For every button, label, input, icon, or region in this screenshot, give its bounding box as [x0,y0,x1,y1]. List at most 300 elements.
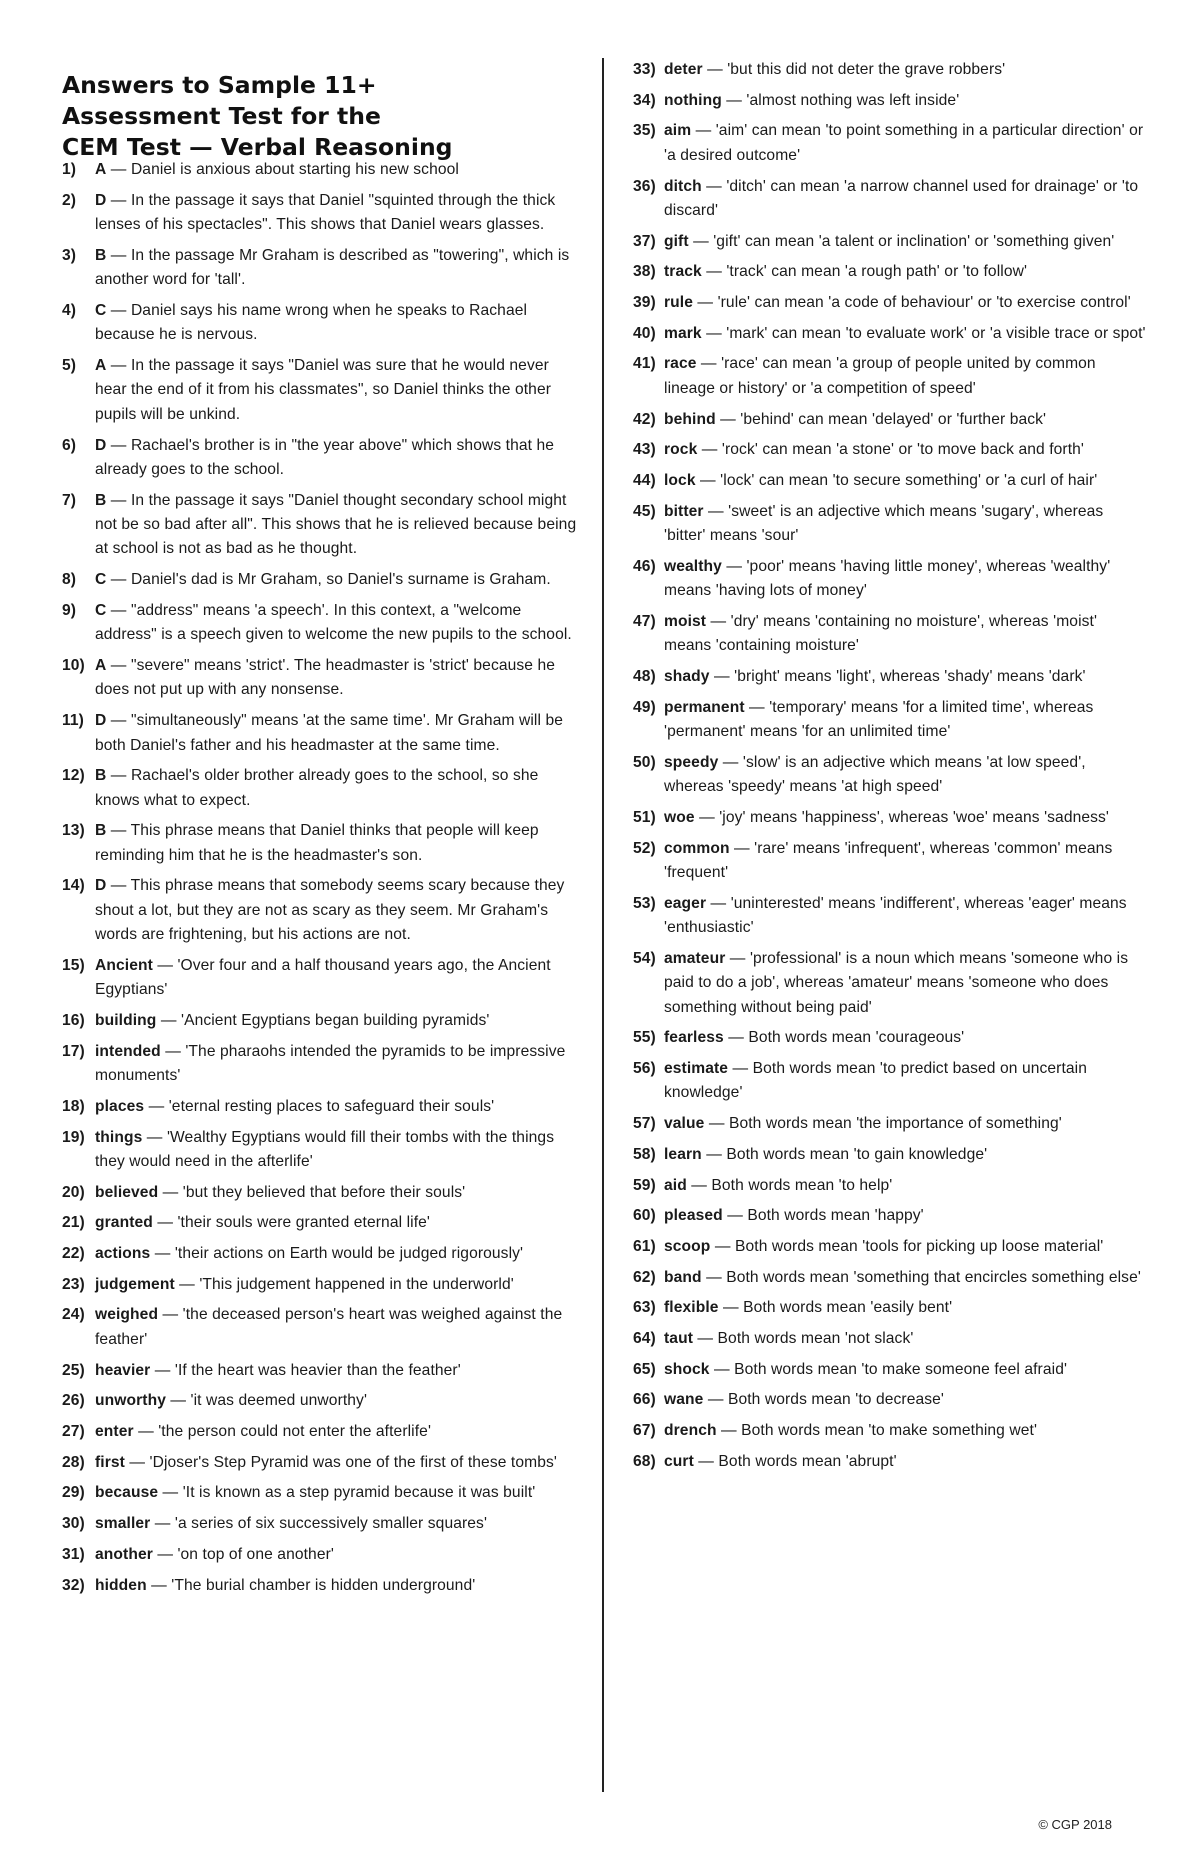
answer-item [62,819,577,868]
answer-separator: — [706,612,731,630]
answer-separator: — [703,502,729,520]
answer-explanation: 'ditch' can mean 'a narrow channel used for drainage' or 'to discard' [664,177,1139,219]
answer-explanation: 'rule' can mean 'a code of behaviour' or 'to exercise control' [717,294,1131,312]
answer-body [95,189,577,238]
answer-number: 50) [633,753,656,771]
answer-item [62,1512,577,1536]
answer-body [95,1359,577,1383]
answer-number: 38) [633,263,656,281]
answer-number: 48) [633,667,656,685]
answer-number: 49) [633,698,656,716]
answer-separator: — [709,1360,735,1378]
answer-separator: — [144,1097,169,1115]
answer-explanation: Daniel is anxious about starting his new school [130,161,459,178]
answer-item [633,1388,1148,1412]
answer-item [62,1009,577,1033]
answer-word: heavier [95,1361,151,1379]
answer-body [95,1126,577,1175]
answer-item [62,874,577,947]
answer-word: shady [664,667,710,685]
answer-item [62,654,577,703]
answer-explanation: Both words mean 'to make something wet' [741,1422,1038,1440]
answer-separator: — [695,471,721,489]
answer-separator: — [693,1452,719,1470]
answer-explanation: This phrase means that Daniel thinks that people will keep reminding him that he is the headmaster's son. [95,822,539,864]
answer-body [664,1143,1148,1167]
answer-item [62,1420,577,1444]
answer-item [62,1543,577,1567]
answer-body [95,489,577,562]
answer-body [664,555,1148,604]
answer-item [633,469,1148,493]
answer-word: A [95,656,107,674]
answer-item [62,1211,577,1235]
answer-separator: — [693,294,718,312]
answer-separator: — [150,1515,175,1533]
answer-word: rule [664,294,693,312]
answer-word: enter [95,1423,134,1440]
answer-word: C [95,601,107,619]
answer-separator: — [174,1275,200,1293]
answer-body [95,1009,577,1033]
answer-word: amateur [664,949,726,967]
answer-number: 4) [62,301,77,319]
answer-number: 52) [633,839,656,857]
answer-word: things [95,1128,143,1146]
answer-body [664,1358,1148,1382]
answer-body [664,408,1148,432]
answer-item [62,764,577,813]
answer-number: 53) [633,894,656,912]
answer-explanation: 'race' can mean 'a group of people united by common lineage or history' or 'a competition of speed' [664,355,1096,397]
answer-number: 47) [633,612,656,630]
answer-explanation: "address" means 'a speech'. In this context, a "welcome address" is a speech given to welcome the new pupils to the school. [95,601,572,644]
answer-separator: — [706,894,731,912]
answer-separator: — [142,1128,167,1146]
answer-explanation: 'poor' means 'having little money', whereas 'wealthy' means 'having lots of money' [664,557,1111,600]
answer-number: 22) [62,1245,85,1263]
answer-item [633,751,1148,800]
answer-number: 45) [633,502,656,520]
answer-separator: — [744,698,770,716]
answer-number: 63) [633,1299,656,1317]
answer-body [95,299,577,348]
answer-item [62,354,577,427]
answer-explanation: 'slow' is an adjective which means 'at low speed', whereas 'speedy' means 'at high speed' [664,753,1086,796]
answer-item [62,1359,577,1383]
answer-separator: — [106,601,131,619]
answer-explanation: 'Over four and a half thousand years ago, the Ancient Egyptians' [95,956,551,999]
answer-word: places [95,1097,145,1115]
answer-body [95,1303,577,1352]
answer-body [664,837,1148,886]
answer-explanation: 'This judgement happened in the underworld' [199,1275,514,1293]
answer-explanation: Both words mean 'the importance of something' [728,1115,1062,1133]
answer-number: 46) [633,557,656,575]
title-line-1: Answers to Sample 11+ [62,70,377,99]
answer-body [95,1574,577,1598]
answer-word: track [664,263,702,281]
answer-number: 65) [633,1360,656,1378]
answer-number: 59) [633,1176,656,1194]
answer-explanation: 'almost nothing was left inside' [746,91,960,109]
answer-explanation: In the passage it says that Daniel "squinted through the thick lenses of his spectacles". This shows that Daniel wears glasses. [95,191,556,234]
answer-body [664,751,1148,800]
answer-explanation: Daniel's dad is Mr Graham, so Daniel's surname is Graham. [130,571,551,589]
answer-number: 32) [62,1576,85,1594]
answer-explanation: This phrase means that somebody seems scary because they shout a lot, but they are not as scary as they seem. Mr Graham's words are frightening, but his actions are not. [95,877,565,944]
answer-separator: — [156,1012,181,1030]
answer-body [664,1419,1148,1443]
answer-separator: — [150,1361,175,1379]
answer-body [664,1327,1148,1351]
answer-body [664,806,1148,830]
answer-separator: — [133,1423,159,1440]
answer-word: B [95,246,107,264]
answer-number: 68) [633,1452,656,1470]
answer-explanation: Both words mean 'easily bent' [743,1299,953,1317]
answer-body [664,947,1148,1020]
answer-body [664,260,1148,284]
answer-number: 10) [62,656,85,674]
answer-explanation: Both words mean 'to predict based on uncertain knowledge' [664,1060,1088,1102]
answer-number: 19) [62,1128,85,1146]
answer-body [95,1512,577,1536]
answer-number: 5) [62,357,77,375]
answer-explanation: Rachael's older brother already goes to the school, so she knows what to expect. [95,767,539,809]
answer-word: fearless [664,1029,724,1047]
answer-number: 42) [633,410,656,428]
answer-body [95,1389,577,1413]
answer-explanation: Both words mean 'something that encircles something else' [726,1268,1141,1286]
answer-number: 30) [62,1515,85,1533]
answer-number: 41) [633,355,656,373]
answer-explanation: 'on top of one another' [177,1545,334,1563]
answer-item [62,158,577,182]
answer-separator: — [106,191,131,209]
answer-separator: — [703,1391,728,1409]
answer-separator: — [686,1176,712,1194]
answer-number: 21) [62,1214,85,1232]
answer-number: 31) [62,1545,85,1563]
answer-item [62,1481,577,1505]
answer-explanation: 'dry' means 'containing no moisture', whereas 'moist' means 'containing moisture' [664,612,1098,655]
answer-separator: — [106,491,131,509]
answer-explanation: 'but they believed that before their souls' [182,1183,466,1201]
answer-number: 57) [633,1115,656,1133]
answer-word: gift [664,232,689,250]
answer-body [95,434,577,483]
answer-item [633,352,1148,401]
answer-number: 51) [633,808,656,826]
answer-word: B [95,822,107,840]
answer-explanation: 'bright' means 'light', whereas 'shady' means 'dark' [734,667,1086,685]
answer-body [95,354,577,427]
answer-explanation: Both words mean 'not slack' [717,1330,914,1348]
answer-explanation: 'professional' is a noun which means 'someone who is paid to do a job', whereas 'amateur' means 'someone who does something without being paid' [664,949,1129,1016]
answer-body [664,58,1148,82]
answer-number: 33) [633,61,656,78]
answer-word: B [95,767,107,785]
answer-separator: — [158,1484,183,1502]
answer-number: 23) [62,1275,85,1293]
answer-separator: — [718,753,743,771]
answer-number: 36) [633,177,656,195]
answer-item [633,1358,1148,1382]
answer-separator: — [106,877,131,895]
answer-item [62,1303,577,1352]
answer-body [95,244,577,293]
answer-number: 29) [62,1484,85,1502]
answer-item [633,119,1148,168]
answer-number: 8) [62,571,77,589]
answer-item [62,1574,577,1598]
answer-body [95,954,577,1003]
answer-word: aim [664,122,692,140]
answer-number: 56) [633,1060,656,1078]
answer-separator: — [718,1299,744,1317]
answer-item [633,230,1148,254]
answer-explanation: "simultaneously" means 'at the same time'. Mr Graham will be both Daniel's father and his headmaster at the same time. [95,712,564,754]
answer-word: band [664,1268,702,1286]
answer-number: 39) [633,294,656,312]
answer-word: mark [664,324,702,342]
answers-column-right [633,58,1148,1481]
answer-word: C [95,301,107,319]
answer-word: weighed [95,1306,159,1324]
answer-body [664,352,1148,401]
answer-body [664,291,1148,315]
answer-number: 9) [62,601,77,619]
answer-separator: — [106,161,131,178]
answer-item [62,189,577,238]
answer-body [95,1242,577,1266]
answer-word: common [664,839,730,857]
answer-word: aid [664,1176,687,1194]
answer-body [664,89,1148,113]
answer-number: 40) [633,324,656,342]
answer-item [633,806,1148,830]
answer-separator: — [158,1183,183,1201]
answer-separator: — [701,263,727,281]
answer-body [664,175,1148,224]
answer-number: 61) [633,1237,656,1255]
answer-word: intended [95,1042,161,1060]
answer-body [95,599,577,648]
answer-item [633,892,1148,941]
answer-item [62,489,577,562]
answer-number: 37) [633,232,656,250]
answer-explanation: In the passage Mr Graham is described as "towering", which is another word for 'tall'. [95,246,570,289]
answer-body [95,1420,577,1444]
answer-explanation: 'It is known as a step pyramid because it was built' [182,1484,536,1502]
answer-body [95,568,577,592]
answer-word: B [95,491,107,509]
answer-word: speedy [664,753,719,771]
answer-item [633,1204,1148,1228]
answer-explanation: 'their actions on Earth would be judged rigorously' [174,1245,524,1263]
answer-word: D [95,436,107,454]
answer-body [95,158,577,182]
answer-word: A [95,357,107,375]
answer-explanation: 'mark' can mean 'to evaluate work' or 'a visible trace or spot' [726,324,1146,342]
answer-item [633,555,1148,604]
answer-body [95,654,577,703]
answer-number: 14) [62,877,85,895]
answer-item [633,610,1148,659]
answer-number: 27) [62,1423,85,1440]
answer-separator: — [722,1207,748,1225]
answer-separator: — [106,571,131,589]
answer-number: 12) [62,767,85,785]
answer-explanation: 'Wealthy Egyptians would fill their tombs with the things they would need in the afterlife' [95,1128,555,1170]
answer-word: Ancient [95,956,153,974]
answer-body [95,1273,577,1297]
answer-separator: — [106,357,131,375]
answer-body [95,1211,577,1235]
answer-separator: — [106,822,131,840]
answer-explanation: Both words mean 'happy' [747,1207,924,1225]
answer-explanation: 'If the heart was heavier than the feather' [174,1361,461,1379]
answer-body [95,874,577,947]
answer-item [62,244,577,293]
answer-explanation: 'Djoser's Step Pyramid was one of the first of these tombs' [149,1453,557,1471]
answer-word: flexible [664,1299,719,1317]
answer-item [633,1419,1148,1443]
answer-item [633,665,1148,689]
answer-separator: — [106,301,131,319]
answer-item [62,709,577,758]
answer-body [664,696,1148,745]
answer-item [633,89,1148,113]
answer-item [633,175,1148,224]
answer-separator: — [709,667,735,685]
answer-word: moist [664,612,707,630]
answer-separator: — [721,91,747,109]
answer-item [633,1112,1148,1136]
answer-explanation: 'temporary' means 'for a limited time', whereas 'permanent' means 'for an unlimited time' [664,698,1094,741]
answer-word: nothing [664,91,722,109]
answer-separator: — [688,232,714,250]
answer-body [664,1057,1148,1106]
answer-separator: — [124,1453,150,1471]
answer-body [664,892,1148,941]
answer-separator: — [715,410,741,428]
answer-item [62,1242,577,1266]
answer-word: behind [664,410,716,428]
answer-explanation: "severe" means 'strict'. The headmaster is 'strict' because he does not put up with any nonsense. [95,656,556,699]
answer-body [664,469,1148,493]
answer-body [664,438,1148,462]
answer-explanation: 'track' can mean 'a rough path' or 'to follow' [726,263,1028,281]
answer-word: wealthy [664,557,722,575]
answer-separator: — [160,1042,186,1060]
answer-separator: — [704,1115,729,1133]
answer-item [62,1451,577,1475]
answer-separator: — [723,1029,749,1047]
answer-number: 60) [633,1207,656,1225]
answer-number: 3) [62,246,77,264]
answer-item [633,1327,1148,1351]
answer-number: 11) [62,712,84,730]
answer-number: 20) [62,1183,85,1201]
answer-separator: — [716,1422,742,1440]
answer-number: 55) [633,1029,656,1047]
answer-item [62,1126,577,1175]
answer-body [664,322,1148,346]
answer-item [633,500,1148,549]
answer-item [633,1296,1148,1320]
answer-item [633,1057,1148,1106]
answer-separator: — [697,441,722,459]
answer-number: 2) [62,191,77,209]
answer-item [633,408,1148,432]
answer-item [62,1181,577,1205]
answer-word: smaller [95,1515,151,1533]
answer-item [633,947,1148,1020]
answer-separator: — [150,1245,175,1263]
answer-word: judgement [95,1275,175,1293]
answer-body [664,1026,1148,1050]
answer-explanation: 'but this did not deter the grave robbers' [727,61,1006,78]
answer-separator: — [692,1330,718,1348]
answer-separator: — [728,1060,753,1078]
answer-word: permanent [664,698,745,716]
answer-item [633,58,1148,82]
answer-body [95,764,577,813]
answer-explanation: 'aim' can mean 'to point something in a particular direction' or 'a desired outcome' [664,122,1144,164]
answer-word: A [95,161,107,178]
copyright-notice: © CGP 2018 [1038,1817,1112,1832]
answer-item [62,568,577,592]
answer-explanation: 'The burial chamber is hidden underground' [171,1576,476,1594]
answer-word: deter [664,61,703,78]
answer-separator: — [158,1306,183,1324]
answer-word: D [95,191,107,209]
answer-item [62,434,577,483]
answer-word: drench [664,1422,717,1440]
answer-word: believed [95,1183,159,1201]
answer-explanation: 'uninterested' means 'indifferent', whereas 'eager' means 'enthusiastic' [664,894,1127,937]
answer-word: another [95,1545,153,1563]
answer-word: curt [664,1452,694,1470]
answer-body [95,709,577,758]
answer-word: bitter [664,502,704,520]
answer-separator: — [691,122,716,140]
answer-separator: — [165,1392,191,1410]
answer-word: wane [664,1391,704,1409]
answer-body [664,119,1148,168]
answer-explanation: 'the person could not enter the afterlife' [158,1423,432,1440]
answer-item [633,260,1148,284]
answer-number: 1) [62,161,77,178]
answer-item [62,1389,577,1413]
answer-explanation: 'The pharaohs intended the pyramids to be impressive monuments' [95,1042,566,1085]
answer-body [664,230,1148,254]
answer-body [95,1451,577,1475]
answer-number: 67) [633,1422,656,1440]
answer-number: 62) [633,1268,656,1286]
answer-number: 7) [62,491,77,509]
answer-body [95,819,577,868]
title-line-2: Assessment Test for the [62,101,381,130]
answer-word: woe [664,808,695,826]
answer-item [633,1450,1148,1474]
answer-word: taut [664,1330,693,1348]
answer-item [633,1143,1148,1167]
answer-number: 64) [633,1330,656,1348]
answer-separator: — [106,246,131,264]
